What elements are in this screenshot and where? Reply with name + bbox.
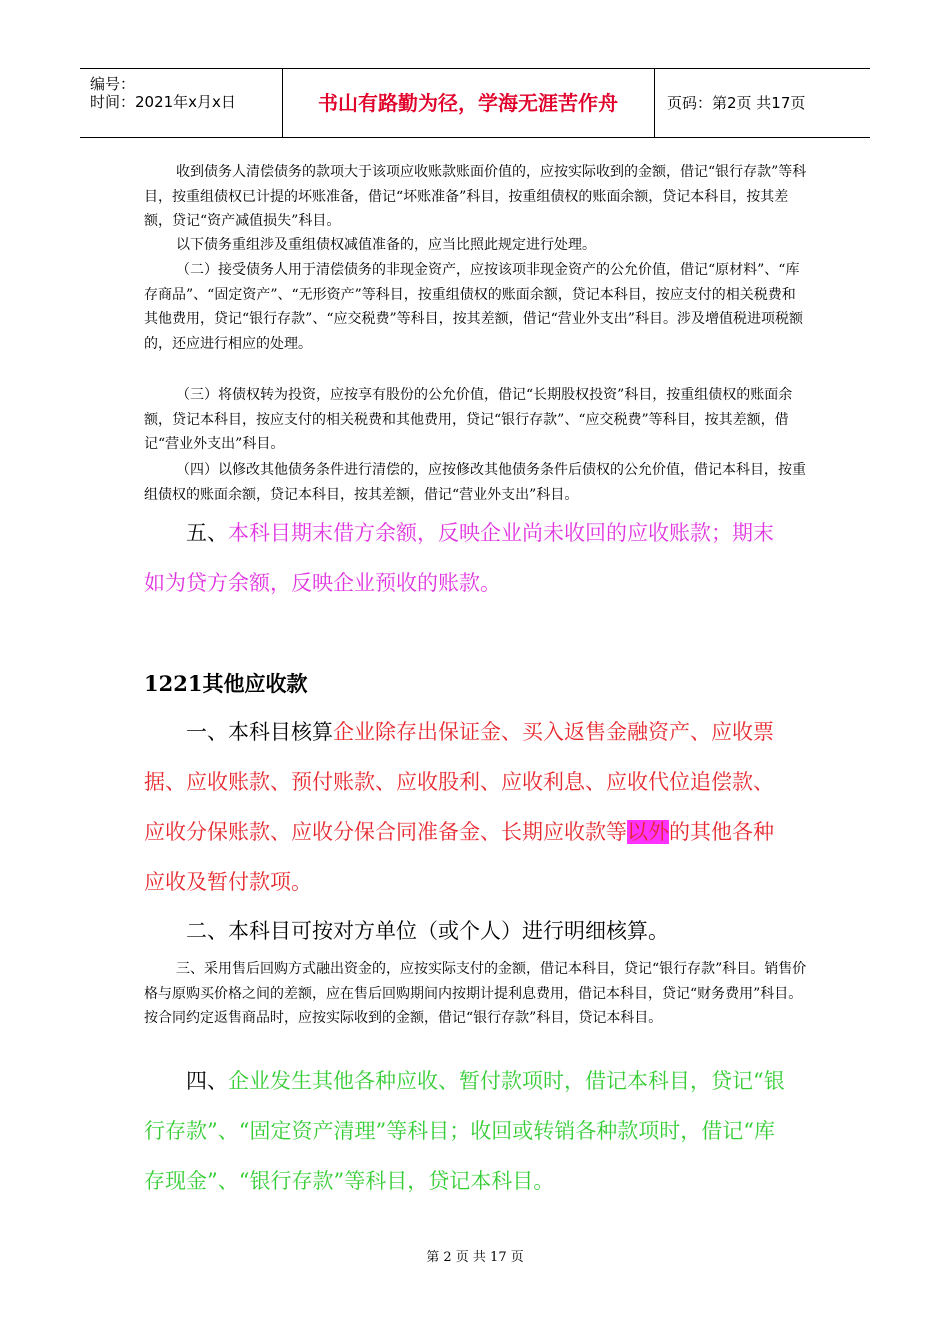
page-header	[80, 68, 870, 138]
header-meta	[80, 69, 282, 137]
page-footer: 第 2 页 共 17 页	[426, 1250, 524, 1265]
paragraph-impairment-note: 以下债务重组涉及重组债权减值准备的，应当比照此规定进行处理。	[176, 237, 596, 253]
paragraph-modified-terms: （四）以修改其他债务条件进行清偿的，应按修改其他债务条件后债权的公允价值，借记本科目，按重组债权的账面余额，贷记本科目，按其差额，借记“营业外支出”科目。	[144, 462, 806, 503]
document-number-label: 编号：	[90, 75, 136, 93]
paragraph-noncash-assets: （二）接受债务人用于清偿债务的非现金资产，应按该项非现金资产的公允价值，借记“原材料”、“库存商品”、“固定资产”、“无形资产”等科目，按重组债权的账面余额，贷记本科目，按应支付的相关税费和其他费用，贷记“银行存款”、“应交税费”等科目，按其差额，借记“营业外支出”科目。涉及增值税进项税额的，还应进行相应的处理。	[144, 262, 803, 352]
item-number: 四、	[186, 1069, 228, 1093]
highlighted-text: 以外	[627, 820, 669, 844]
paragraph-ending-balance	[144, 508, 794, 608]
paragraph-scope	[144, 707, 794, 907]
paragraph-repurchase: 三、采用售后回购方式融出资金的，应按实际支付的金额，借记本科目，贷记“银行存款”科目。销售价格与原购买价格之间的差额，应在售后回购期间内按期计提利息费用，借记本科目，贷记“财务费用”科目。按合同约定返售商品时，应按实际收到的金额，借记“银行存款”科目，贷记本科目。	[144, 961, 807, 1026]
scope-text: 企业除存出保证金、买入返售金融资产、应收票据、应收账款、预付账款、应收股利、应收利息、应收代位追偿款、应收分保账款、应收分保合同准备金、长期应收款等	[144, 720, 774, 844]
header-page-info: 页码：第2页 共17页	[667, 94, 806, 112]
ending-balance-text: 本科目期末借方余额，反映企业尚未收回的应收账款；期末如为贷方余额，反映企业预收的账款。	[144, 521, 774, 595]
header-motto: 书山有路勤为径，学海无涯苦作舟	[318, 91, 618, 115]
other-receivables-text: 企业发生其他各种应收、暂付款项时，借记本科目，贷记“银行存款”、“固定资产清理”等科目；收回或转销各种款项时，借记“库存现金”、“银行存款”等科目，贷记本科目。	[144, 1069, 785, 1193]
scope-tail: 的其他各种应收及暂付款项。	[144, 820, 774, 894]
scope-prefix: 一、本科目核算	[186, 720, 333, 744]
paragraph-debt-settlement: 收到债务人清偿债务的款项大于该项应收账款账面价值的，应按实际收到的金额，借记“银行存款”等科目，按重组债权已计提的坏账准备，借记“坏账准备”科目，按重组债权的账面余额，贷记本科目，按其差额，贷记“资产减值损失”科目。	[144, 164, 807, 229]
document-date: 时间：2021年x月x日	[90, 93, 236, 111]
section-heading: 1221其他应收款	[144, 671, 308, 696]
item-number: 五、	[186, 521, 228, 545]
paragraph-debt-to-equity: （三）将债权转为投资，应按享有股份的公允价值，借记“长期股权投资”科目，按重组债权的账面余额，贷记本科目，按应支付的相关税费和其他费用，贷记“银行存款”、“应交税费”等科目，按其差额，借记“营业外支出”科目。	[144, 387, 793, 452]
paragraph-other-receivables	[144, 1056, 794, 1206]
paragraph-detail-accounting: 二、本科目可按对方单位（或个人）进行明细核算。	[186, 919, 669, 943]
